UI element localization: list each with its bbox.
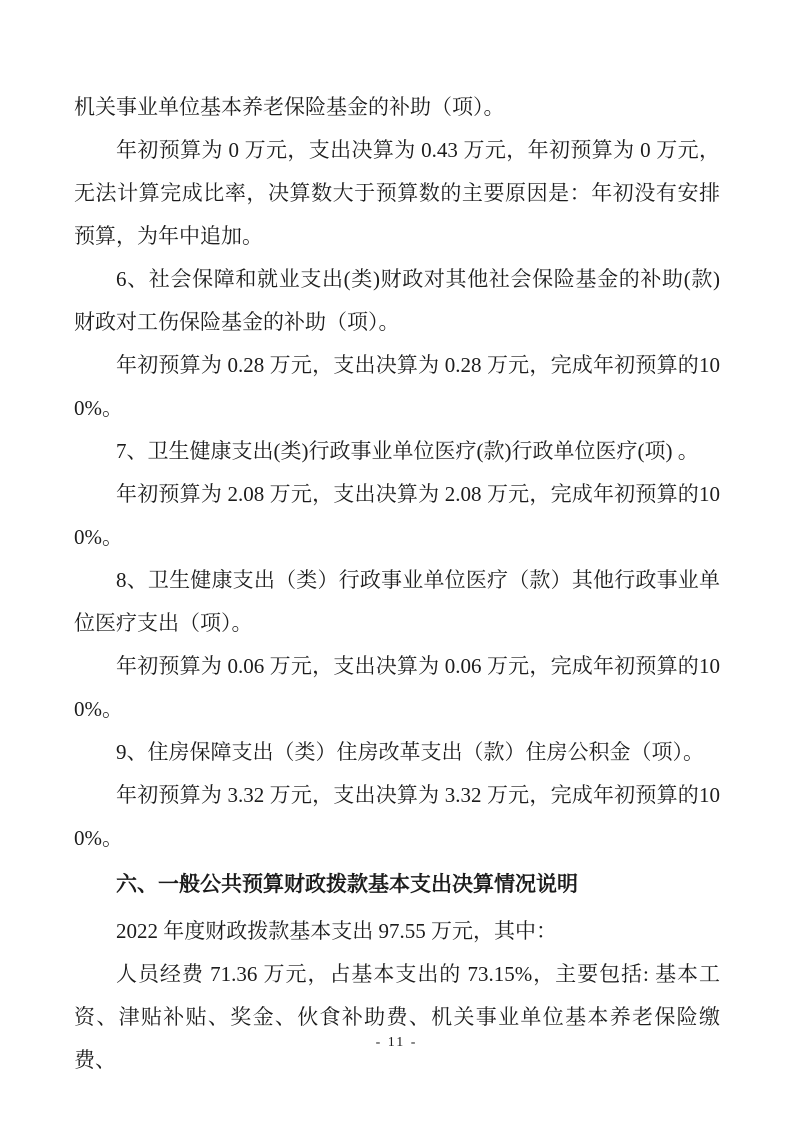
paragraph-personnel-expense: 人员经费 71.36 万元，占基本支出的 73.15%，主要包括: 基本工资、津贴补贴、奖金、伙食补助费、机关事业单位基本养老保险缴费、 bbox=[74, 962, 720, 1072]
paragraph-item-7-detail: 年初预算为 2.08 万元，支出决算为 2.08 万元，完成年初预算的100%。 bbox=[74, 482, 720, 549]
page-number: - 11 - bbox=[375, 1035, 418, 1050]
paragraph-budget-note-5: 年初预算为 0 万元，支出决算为 0.43 万元，年初预算为 0 万元，无法计算完成比率，决算数大于预算数的主要原因是：年初没有安排预算，为年中追加。 bbox=[74, 138, 720, 248]
paragraph-item-6-title: 6、社会保障和就业支出(类)财政对其他社会保险基金的补助(款)财政对工伤保险基金的补助（项）。 bbox=[74, 267, 720, 334]
paragraph-item-7-title: 7、卫生健康支出(类)行政事业单位医疗(款)行政单位医疗(项) 。 bbox=[116, 439, 699, 463]
document-content bbox=[74, 86, 720, 1082]
paragraph-item-9-title: 9、住房保障支出（类）住房改革支出（款）住房公积金（项）。 bbox=[116, 740, 704, 764]
paragraph-item-6-detail: 年初预算为 0.28 万元，支出决算为 0.28 万元，完成年初预算的100%。 bbox=[74, 353, 720, 420]
section-heading-6: 六、一般公共预算财政拨款基本支出决算情况说明 bbox=[116, 872, 578, 896]
paragraph-basic-expenditure-total: 2022 年度财政拨款基本支出 97.55 万元，其中： bbox=[116, 919, 557, 943]
paragraph-item-8-title: 8、卫生健康支出（类）行政事业单位医疗（款）其他行政事业单位医疗支出（项）。 bbox=[74, 568, 720, 635]
paragraph-item-9-detail: 年初预算为 3.32 万元，支出决算为 3.32 万元，完成年初预算的100%。 bbox=[74, 783, 720, 850]
paragraph-item-8-detail: 年初预算为 0.06 万元，支出决算为 0.06 万元，完成年初预算的100%。 bbox=[74, 654, 720, 721]
paragraph-continuation: 机关事业单位基本养老保险基金的补助（项）。 bbox=[74, 95, 505, 119]
